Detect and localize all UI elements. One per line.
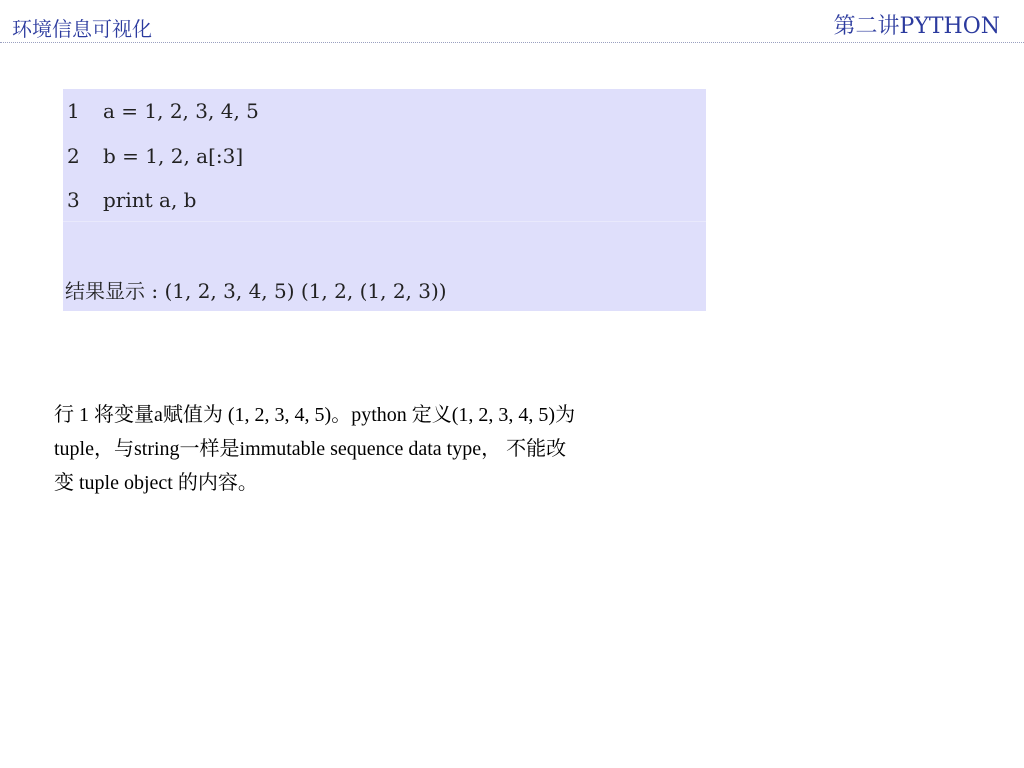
explanation-line: 行 1 将变量a赋值为 (1, 2, 3, 4, 5)。python 定义(1, 2, 3, 4, 5)为 bbox=[54, 404, 576, 426]
result-output: 结果显示 : (1, 2, 3, 4, 5) (1, 2, (1, 2, 3)) bbox=[65, 279, 447, 303]
line-number: 1 bbox=[67, 99, 80, 123]
header-divider bbox=[0, 42, 1024, 43]
code-line bbox=[67, 144, 243, 168]
line-number: 2 bbox=[67, 144, 80, 168]
explanation-line: tuple，与string一样是immutable sequence data type， 不能改 bbox=[54, 438, 567, 460]
line-number: 3 bbox=[67, 188, 80, 212]
code-text: a = 1, 2, 3, 4, 5 bbox=[103, 99, 259, 123]
code-line bbox=[67, 99, 259, 123]
explanation-paragraph bbox=[54, 398, 734, 500]
code-line bbox=[67, 188, 196, 212]
code-text: b = 1, 2, a[:3] bbox=[103, 144, 244, 168]
code-text: print a, b bbox=[103, 188, 197, 212]
explanation-line: 变 tuple object 的内容。 bbox=[54, 472, 258, 494]
lecture-title: 第二讲PYTHON bbox=[833, 14, 1000, 39]
code-result-divider bbox=[63, 221, 706, 222]
code-block bbox=[63, 89, 706, 311]
course-title: 环境信息可视化 bbox=[12, 17, 152, 41]
